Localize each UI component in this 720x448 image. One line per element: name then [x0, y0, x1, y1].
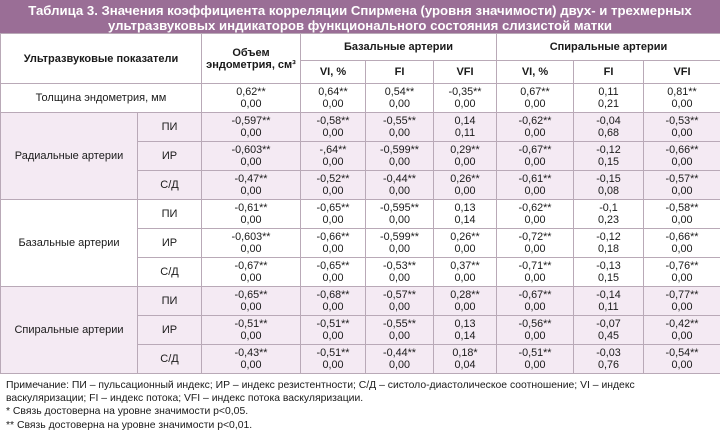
- significance-level: 0,00: [388, 272, 410, 284]
- significance-level: 0,00: [322, 243, 344, 255]
- notes-line-2: васкуляризации; FI – индекс потока; VFI – индекс потока васкуляризации.: [6, 393, 364, 405]
- correlation-coefficient: -0,76**: [665, 260, 699, 272]
- significance-level: 0,00: [388, 243, 410, 255]
- notes-line-1: Примечание: ПИ – пульсационный индекс; ИР – индекс резистентности; С/Д – систоло-диастолическое соотношение; VI – индекс: [6, 380, 635, 391]
- value-cell: [497, 142, 574, 171]
- value-cell: [434, 287, 497, 316]
- index-label: ПИ: [138, 200, 202, 229]
- significance-level: 0,00: [671, 243, 693, 255]
- correlation-coefficient: 0,18*: [452, 347, 478, 359]
- significance-level: 0,00: [524, 359, 546, 371]
- value-cell: [366, 258, 434, 287]
- significance-level: 0,18: [597, 243, 619, 255]
- significance-level: 0,00: [671, 359, 693, 371]
- value-cell: [497, 200, 574, 229]
- value-cell: [434, 316, 497, 345]
- correlation-coefficient: 0,26**: [450, 173, 480, 185]
- significance-level: 0,11: [454, 127, 476, 139]
- header-basal-vi: VI, %: [301, 61, 366, 84]
- significance-level: 0,00: [322, 214, 344, 226]
- correlation-coefficient: -0,65**: [316, 260, 350, 272]
- value-cell: [301, 113, 366, 142]
- significance-level: 0,00: [322, 156, 344, 168]
- value-cell: [434, 142, 497, 171]
- correlation-coefficient: 0,54**: [384, 86, 415, 98]
- correlation-coefficient: 0,28**: [450, 289, 480, 301]
- correlation-coefficient: -0,58**: [316, 115, 350, 127]
- header-volume-line-2: эндометрия, см³: [206, 58, 296, 71]
- value-cell: [644, 171, 720, 200]
- value-cell: [497, 113, 574, 142]
- significance-level: 0,00: [454, 185, 476, 197]
- value-cell: [497, 316, 574, 345]
- correlation-coefficient: 0,13: [454, 202, 476, 214]
- correlation-coefficient: -0,65**: [316, 202, 350, 214]
- value-cell: [497, 258, 574, 287]
- significance-level: 0,68: [597, 127, 619, 139]
- correlation-coefficient: -0,54**: [665, 347, 699, 359]
- significance-level: 0,00: [322, 330, 344, 342]
- significance-level: 0,45: [597, 330, 619, 342]
- significance-level: 0,00: [322, 98, 344, 110]
- correlation-coefficient: -0,44**: [382, 173, 416, 185]
- significance-level: 0,00: [240, 185, 262, 197]
- value-cell: [574, 258, 644, 287]
- significance-level: 0,00: [671, 272, 693, 284]
- value-cell: [366, 345, 434, 374]
- significance-level: 0,15: [597, 156, 619, 168]
- correlation-coefficient: -0,599**: [379, 144, 420, 156]
- value-cell: [434, 229, 497, 258]
- significance-level: 0,00: [322, 359, 344, 371]
- correlation-coefficient: 0,64**: [318, 86, 348, 98]
- value-cell: [202, 229, 301, 258]
- value-cell: [202, 258, 301, 287]
- table-notes: [0, 374, 720, 432]
- correlation-coefficient: -0,61**: [234, 202, 268, 214]
- correlation-table: [0, 33, 720, 374]
- index-label: ИР: [138, 229, 202, 258]
- significance-level: 0,04: [454, 359, 476, 371]
- correlation-coefficient: 0,37**: [450, 260, 480, 272]
- table-row: [1, 287, 720, 316]
- correlation-coefficient: 0,14: [454, 115, 476, 127]
- correlation-coefficient: -0,51**: [518, 347, 552, 359]
- significance-level: 0,00: [524, 156, 546, 168]
- header-spiral-fi: FI: [574, 61, 644, 84]
- correlation-coefficient: -0,58**: [665, 202, 699, 214]
- correlation-coefficient: -0,53**: [382, 260, 416, 272]
- significance-level: 0,00: [454, 301, 476, 313]
- significance-level: 0,00: [671, 156, 693, 168]
- correlation-coefficient: -0,12: [596, 144, 621, 156]
- header-basal-fi: FI: [366, 61, 434, 84]
- value-cell: [301, 84, 366, 113]
- value-cell: [497, 345, 574, 374]
- correlation-coefficient: -,64**: [319, 144, 347, 156]
- correlation-coefficient: -0,15: [596, 173, 621, 185]
- significance-level: 0,00: [240, 301, 262, 313]
- significance-level: 0,00: [388, 127, 410, 139]
- correlation-coefficient: -0,03: [596, 347, 621, 359]
- significance-level: 0,00: [524, 301, 546, 313]
- significance-level: 0,00: [322, 301, 344, 313]
- thickness-section: [1, 84, 720, 113]
- correlation-coefficient: -0,47**: [234, 173, 268, 185]
- correlation-coefficient: -0,14: [596, 289, 621, 301]
- significance-level: 0,00: [240, 156, 262, 168]
- index-label: ИР: [138, 316, 202, 345]
- significance-level: 0,00: [524, 127, 546, 139]
- correlation-coefficient: -0,603**: [231, 231, 271, 243]
- value-cell: [644, 258, 720, 287]
- value-cell: [574, 142, 644, 171]
- value-cell: [202, 200, 301, 229]
- significance-level: 0,76: [597, 359, 619, 371]
- correlation-coefficient: 0,29**: [450, 144, 480, 156]
- significance-level: 0,00: [240, 359, 262, 371]
- significance-level: 0,00: [671, 127, 693, 139]
- correlation-coefficient: -0,51**: [316, 347, 350, 359]
- value-cell: [366, 229, 434, 258]
- index-label: ПИ: [138, 287, 202, 316]
- value-cell: [202, 84, 301, 113]
- value-cell: [301, 171, 366, 200]
- significance-level: 0,00: [240, 272, 262, 284]
- correlation-coefficient: -0,77**: [665, 289, 699, 301]
- significance-level: 0,00: [454, 243, 476, 255]
- value-cell: [434, 258, 497, 287]
- correlation-coefficient: -0,52**: [316, 173, 350, 185]
- correlation-coefficient: -0,43**: [234, 347, 268, 359]
- value-cell: [301, 316, 366, 345]
- correlation-coefficient: -0,599**: [379, 231, 420, 243]
- correlation-coefficient: -0,72**: [518, 231, 552, 243]
- significance-level: 0,14: [454, 214, 476, 226]
- notes-line-4: ** Связь достоверна на уровне значимости p<0,01.: [6, 419, 253, 431]
- correlation-coefficient: -0,51**: [234, 318, 268, 330]
- header-basal-vfi: VFI: [434, 61, 497, 84]
- value-cell: [434, 345, 497, 374]
- correlation-coefficient: -0,61**: [518, 173, 552, 185]
- value-cell: [644, 113, 720, 142]
- value-cell: [574, 229, 644, 258]
- header-volume: [202, 34, 301, 84]
- correlation-coefficient: -0,597**: [231, 115, 271, 127]
- significance-level: 0,00: [524, 98, 546, 110]
- header-spiral-arteries: Спиральные артерии: [497, 34, 720, 61]
- significance-level: 0,00: [671, 330, 693, 342]
- value-cell: [202, 345, 301, 374]
- value-cell: [644, 200, 720, 229]
- correlation-coefficient: 0,11: [598, 86, 619, 98]
- value-cell: [644, 345, 720, 374]
- correlation-coefficient: -0,66**: [665, 144, 699, 156]
- value-cell: [497, 287, 574, 316]
- value-cell: [366, 113, 434, 142]
- groups-section: [1, 113, 720, 374]
- value-cell: [434, 200, 497, 229]
- value-cell: [366, 171, 434, 200]
- significance-level: 0,00: [671, 185, 693, 197]
- correlation-coefficient: -0,66**: [665, 231, 699, 243]
- value-cell: [202, 287, 301, 316]
- value-cell: [366, 316, 434, 345]
- value-cell: [574, 345, 644, 374]
- value-cell: [366, 84, 434, 113]
- correlation-coefficient: -0,42**: [665, 318, 699, 330]
- correlation-coefficient: -0,51**: [316, 318, 350, 330]
- correlation-coefficient: -0,57**: [665, 173, 699, 185]
- significance-level: 0,15: [597, 272, 619, 284]
- correlation-coefficient: -0,56**: [518, 318, 552, 330]
- correlation-coefficient: -0,71**: [518, 260, 552, 272]
- value-cell: [644, 229, 720, 258]
- significance-level: 0,00: [524, 185, 546, 197]
- table-row: [1, 113, 720, 142]
- significance-level: 0,00: [454, 156, 476, 168]
- value-cell: [574, 287, 644, 316]
- value-cell: [574, 200, 644, 229]
- value-cell: [644, 84, 720, 113]
- correlation-coefficient: 0,67**: [520, 86, 550, 98]
- value-cell: [301, 229, 366, 258]
- correlation-coefficient: -0,66**: [316, 231, 350, 243]
- value-cell: [644, 316, 720, 345]
- significance-level: 0,00: [454, 272, 476, 284]
- correlation-coefficient: 0,13: [454, 318, 476, 330]
- header-spiral-vfi: VFI: [644, 61, 720, 84]
- correlation-coefficient: -0,44**: [382, 347, 416, 359]
- value-cell: [301, 345, 366, 374]
- correlation-coefficient: 0,81**: [667, 86, 697, 98]
- value-cell: [366, 142, 434, 171]
- significance-level: 0,00: [671, 214, 693, 226]
- value-cell: [574, 113, 644, 142]
- significance-level: 0,00: [388, 330, 410, 342]
- correlation-coefficient: -0,04: [596, 115, 621, 127]
- value-cell: [434, 113, 497, 142]
- correlation-coefficient: -0,13: [596, 260, 621, 272]
- value-cell: [497, 84, 574, 113]
- correlation-coefficient: -0,12: [596, 231, 621, 243]
- significance-level: 0,00: [388, 301, 410, 313]
- significance-level: 0,21: [597, 98, 619, 110]
- significance-level: 0,00: [388, 214, 410, 226]
- significance-level: 0,00: [671, 98, 693, 110]
- value-cell: [301, 287, 366, 316]
- index-label: С/Д: [138, 258, 202, 287]
- value-cell: [202, 113, 301, 142]
- correlation-coefficient: 0,62**: [236, 86, 266, 98]
- significance-level: 0,00: [240, 330, 262, 342]
- table-row: [1, 200, 720, 229]
- correlation-coefficient: -0,57**: [382, 289, 416, 301]
- significance-level: 0,00: [524, 272, 546, 284]
- value-cell: [301, 200, 366, 229]
- significance-level: 0,00: [240, 243, 262, 255]
- correlation-coefficient: -0,1: [599, 202, 618, 214]
- correlation-coefficient: -0,67**: [234, 260, 268, 272]
- correlation-coefficient: -0,55**: [382, 115, 416, 127]
- table-title-line-2: ультразвуковых индикаторов функционального состояния слизистой матки: [108, 18, 612, 33]
- significance-level: 0,00: [524, 330, 546, 342]
- table-title-line-1: Таблица 3. Значения коэффициента корреляции Спирмена (уровня значимости) двух- и трехмерных: [28, 3, 692, 18]
- header-basal-arteries: Базальные артерии: [301, 34, 497, 61]
- correlation-coefficient: -0,67**: [518, 144, 552, 156]
- significance-level: 0,00: [322, 272, 344, 284]
- significance-level: 0,00: [240, 214, 262, 226]
- correlation-coefficient: -0,07: [596, 318, 621, 330]
- value-cell: [202, 171, 301, 200]
- value-cell: [434, 84, 497, 113]
- group-label: Базальные артерии: [1, 200, 138, 287]
- index-label: С/Д: [138, 345, 202, 374]
- value-cell: [202, 142, 301, 171]
- value-cell: [366, 287, 434, 316]
- value-cell: [644, 142, 720, 171]
- value-cell: [434, 171, 497, 200]
- significance-level: 0,00: [240, 127, 262, 139]
- index-label: С/Д: [138, 171, 202, 200]
- significance-level: 0,00: [322, 127, 344, 139]
- value-cell: [574, 316, 644, 345]
- correlation-coefficient: -0,595**: [379, 202, 420, 214]
- correlation-coefficient: 0,26**: [450, 231, 480, 243]
- index-label: ИР: [138, 142, 202, 171]
- group-label: Радиальные артерии: [1, 113, 138, 200]
- significance-level: 0,00: [388, 98, 410, 110]
- correlation-coefficient: -0,603**: [231, 144, 271, 156]
- value-cell: [644, 287, 720, 316]
- header-spiral-vi: VI, %: [497, 61, 574, 84]
- significance-level: 0,23: [597, 214, 619, 226]
- correlation-coefficient: -0,68**: [316, 289, 350, 301]
- value-cell: [301, 258, 366, 287]
- index-label: ПИ: [138, 113, 202, 142]
- value-cell: [301, 142, 366, 171]
- header-indicators: Ультразвуковые показатели: [1, 34, 202, 84]
- notes-line-3: * Связь достоверна на уровне значимости p<0,05.: [6, 406, 249, 418]
- row-label-thickness: Толщина эндометрия, мм: [1, 84, 202, 113]
- value-cell: [574, 84, 644, 113]
- correlation-coefficient: -0,55**: [382, 318, 416, 330]
- value-cell: [497, 229, 574, 258]
- significance-level: 0,00: [388, 359, 410, 371]
- significance-level: 0,00: [454, 98, 476, 110]
- correlation-coefficient: -0,62**: [518, 202, 552, 214]
- value-cell: [497, 171, 574, 200]
- group-label: Спиральные артерии: [1, 287, 138, 374]
- significance-level: 0,14: [454, 330, 476, 342]
- value-cell: [366, 200, 434, 229]
- correlation-coefficient: -0,62**: [518, 115, 552, 127]
- significance-level: 0,00: [322, 185, 344, 197]
- header-volume-line-1: Объем: [232, 46, 270, 59]
- correlation-coefficient: -0,53**: [665, 115, 699, 127]
- value-cell: [202, 316, 301, 345]
- significance-level: 0,11: [598, 301, 619, 313]
- significance-level: 0,00: [240, 98, 262, 110]
- significance-level: 0,00: [388, 185, 410, 197]
- table-row: [1, 84, 720, 113]
- significance-level: 0,08: [597, 185, 619, 197]
- table-title: [0, 0, 720, 33]
- significance-level: 0,00: [388, 156, 410, 168]
- correlation-coefficient: -0,65**: [234, 289, 268, 301]
- correlation-coefficient: -0,67**: [518, 289, 552, 301]
- significance-level: 0,00: [524, 243, 546, 255]
- significance-level: 0,00: [524, 214, 546, 226]
- correlation-coefficient: -0,35**: [448, 86, 482, 98]
- value-cell: [574, 171, 644, 200]
- significance-level: 0,00: [671, 301, 693, 313]
